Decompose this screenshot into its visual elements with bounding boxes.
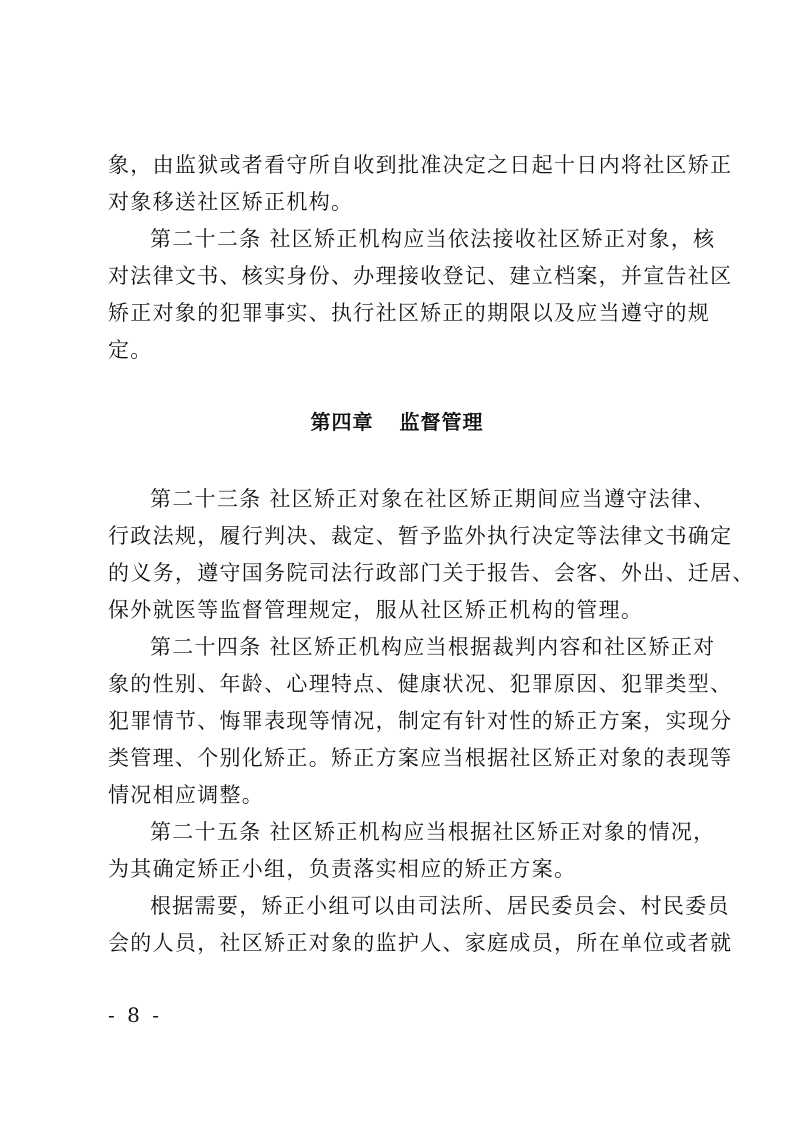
chapter-body — [108, 481, 755, 962]
paragraph-line: 类管理、个别化矫正。矫正方案应当根据社区矫正对象的表现等 — [108, 746, 733, 770]
paragraph-first-line: 根据需要，矫正小组可以由司法所、居民委员会、村民委员 — [150, 894, 730, 918]
article-25-first-line: 第二十五条 社区矫正机构应当根据社区矫正对象的情况， — [150, 820, 716, 844]
paragraph-line: 矫正对象的犯罪事实、执行社区矫正的期限以及应当遵守的规 — [108, 301, 711, 325]
article-23-first-line: 第二十三条 社区矫正对象在社区矫正期间应当遵守法律、 — [150, 487, 716, 511]
article-24-first-line: 第二十四条 社区矫正机构应当根据裁判内容和社区矫正对 — [150, 635, 716, 659]
chapter-title: 第四章 监督管理 — [310, 410, 484, 434]
paragraph-line: 保外就医等监督管理规定，服从社区矫正机构的管理。 — [108, 598, 644, 622]
article-21-continuation — [108, 147, 733, 369]
article-22-first-line: 第二十二条 社区矫正机构应当依法接收社区矫正对象，核 — [150, 227, 716, 251]
paragraph-line: 对象移送社区矫正机构。 — [108, 190, 354, 214]
paragraph-line: 定。 — [108, 338, 153, 362]
paragraph-line: 行政法规，履行判决、裁定、暂予监外执行决定等法律文书确定 — [108, 524, 733, 548]
paragraph-line: 对法律文书、核实身份、办理接收登记、建立档案，并宣告社区 — [108, 264, 733, 288]
paragraph-line: 会的人员，社区矫正对象的监护人、家庭成员，所在单位或者就 — [108, 931, 733, 955]
page-number: - 8 - — [108, 1003, 162, 1027]
paragraph-line: 情况相应调整。 — [108, 783, 265, 807]
paragraph-line: 的义务，遵守国务院司法行政部门关于报告、会客、外出、迁居、 — [108, 561, 755, 585]
paragraph-line: 象的性别、年龄、心理特点、健康状况、犯罪原因、犯罪类型、 — [108, 672, 733, 696]
paragraph-line: 犯罪情节、悔罪表现等情况，制定有针对性的矫正方案，实现分 — [108, 709, 733, 733]
paragraph-line: 象，由监狱或者看守所自收到批准决定之日起十日内将社区矫正 — [108, 153, 733, 177]
paragraph-line: 为其确定矫正小组，负责落实相应的矫正方案。 — [108, 857, 577, 881]
